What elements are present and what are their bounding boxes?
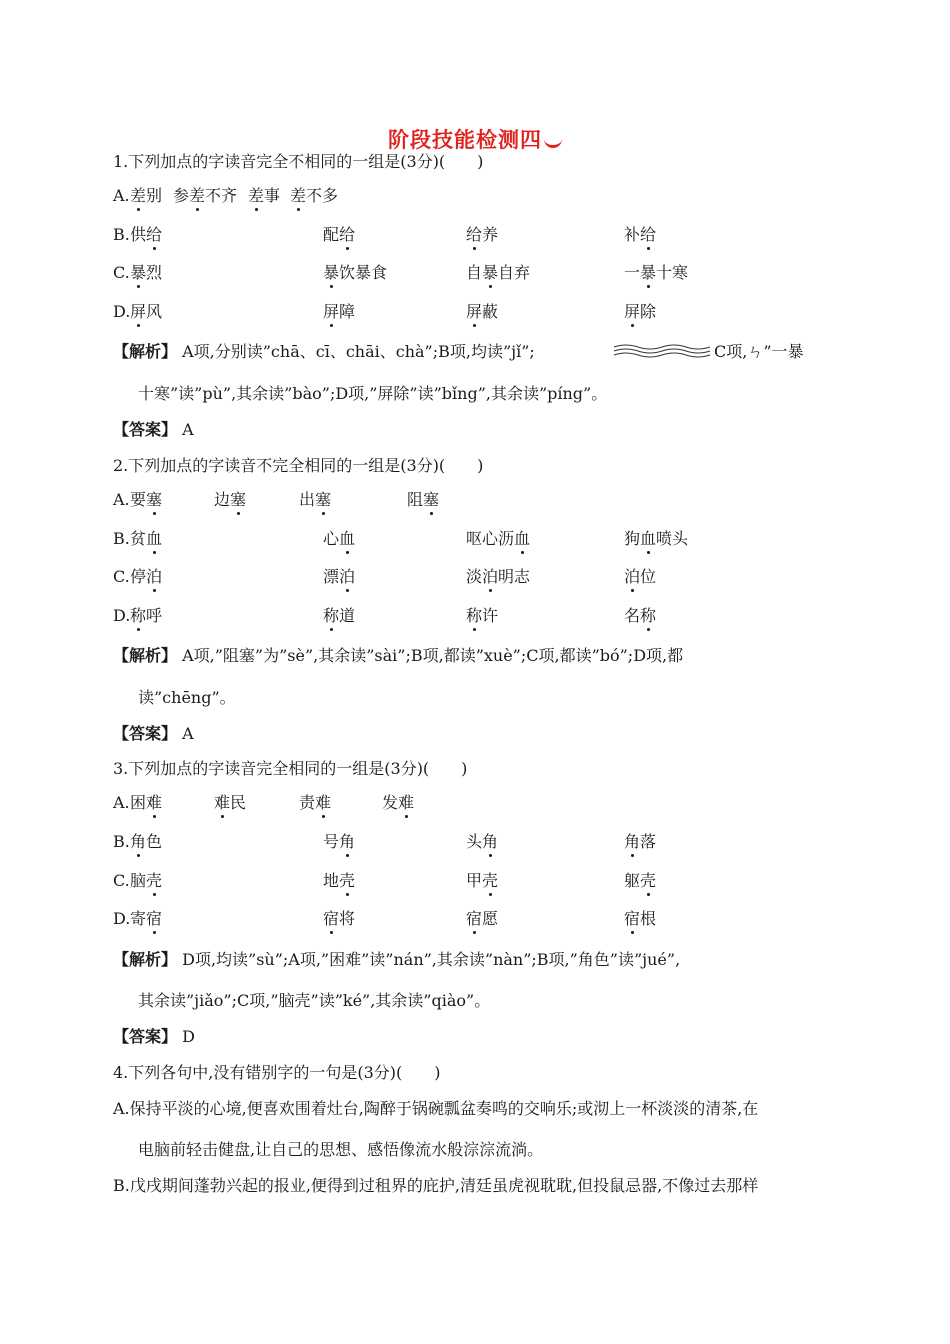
option-word bbox=[290, 186, 338, 206]
dotted-character: 差 bbox=[290, 186, 307, 205]
option-word bbox=[407, 490, 439, 510]
word-suffix: 愿 bbox=[482, 909, 499, 928]
option-word bbox=[624, 567, 656, 587]
question-1-answer bbox=[113, 420, 194, 440]
option-word bbox=[624, 263, 688, 283]
answer-label: 【答案】 bbox=[113, 1027, 178, 1046]
dotted-character: 角 bbox=[339, 832, 356, 851]
dotted-character: 塞 bbox=[315, 490, 332, 509]
dotted-character: 暴 bbox=[640, 263, 657, 282]
option-word bbox=[323, 832, 355, 852]
dotted-character: 血 bbox=[640, 529, 657, 548]
analysis-label: 【解析】 bbox=[113, 342, 178, 361]
dotted-character: 塞 bbox=[230, 490, 247, 509]
word-prefix: 狗 bbox=[624, 529, 641, 548]
word-suffix: 许 bbox=[482, 606, 499, 625]
option-word bbox=[299, 490, 331, 510]
analysis-label: 【解析】 bbox=[113, 950, 178, 969]
question-3-stem: 3.下列加点的字读音完全相同的一组是(3分)( ) bbox=[113, 759, 468, 778]
option-word bbox=[130, 302, 162, 322]
option-word bbox=[624, 871, 656, 891]
option-word bbox=[130, 263, 162, 283]
word-suffix: 除 bbox=[640, 302, 657, 321]
option-letter: C. bbox=[113, 567, 130, 586]
wavy-underline-mark bbox=[612, 343, 712, 359]
word-prefix: 困 bbox=[130, 793, 147, 812]
word-suffix: 根 bbox=[640, 909, 657, 928]
option-word bbox=[130, 909, 162, 929]
option-word bbox=[214, 490, 246, 510]
analysis-text: D项,均读”sù”;A项,”困难”读”nán”,其余读”nàn”;B项,”角色”读”jué”, bbox=[182, 950, 681, 969]
word-suffix: 事 bbox=[264, 186, 281, 205]
word-prefix: 补 bbox=[624, 225, 641, 244]
answer-value: A bbox=[182, 724, 194, 743]
word-suffix: 自弃 bbox=[498, 263, 531, 282]
page-title bbox=[0, 124, 950, 154]
option-word bbox=[624, 606, 656, 626]
option-word bbox=[130, 832, 162, 852]
word-prefix: 漂 bbox=[323, 567, 340, 586]
question-3-answer bbox=[113, 1027, 195, 1047]
dotted-character: 难 bbox=[214, 793, 231, 812]
option-word bbox=[248, 186, 280, 206]
word-prefix: 阻 bbox=[407, 490, 424, 509]
option-word bbox=[130, 529, 162, 549]
word-suffix: 落 bbox=[640, 832, 657, 851]
answer-value: A bbox=[182, 420, 194, 439]
word-prefix: 配 bbox=[323, 225, 340, 244]
option-word bbox=[130, 606, 162, 626]
analysis-text: A项,分别读”chā、cī、chāi、chà”;B项,均读”jǐ”; bbox=[182, 342, 535, 361]
option-word bbox=[323, 606, 355, 626]
word-prefix: 发 bbox=[382, 793, 399, 812]
word-suffix: 烈 bbox=[146, 263, 163, 282]
word-suffix: 民 bbox=[230, 793, 247, 812]
dotted-character: 血 bbox=[339, 529, 356, 548]
option-word bbox=[466, 225, 498, 245]
option-word bbox=[466, 567, 530, 587]
word-prefix: 名 bbox=[624, 606, 641, 625]
option-letter: D. bbox=[113, 909, 131, 928]
word-prefix: 地 bbox=[323, 871, 340, 890]
word-prefix: 责 bbox=[299, 793, 316, 812]
option-word bbox=[130, 871, 162, 891]
option-letter: C. bbox=[113, 263, 130, 282]
dotted-character: 壳 bbox=[339, 871, 356, 890]
dotted-character: 称 bbox=[323, 606, 340, 625]
word-prefix: 停 bbox=[130, 567, 147, 586]
question-3-analysis bbox=[113, 950, 680, 970]
option-word bbox=[323, 225, 355, 245]
option-word bbox=[466, 302, 498, 322]
question-1-stem: 1.下列加点的字读音完全不相同的一组是(3分)( ) bbox=[113, 152, 484, 171]
option-word bbox=[466, 909, 498, 929]
word-prefix: 贫 bbox=[130, 529, 147, 548]
word-prefix: 自 bbox=[466, 263, 483, 282]
question-2-stem: 2.下列加点的字读音不完全相同的一组是(3分)( ) bbox=[113, 456, 484, 475]
dotted-character: 屏 bbox=[466, 302, 483, 321]
analysis-text-continued: C项,ㄣ”一暴 bbox=[714, 342, 804, 361]
analysis-label: 【解析】 bbox=[113, 646, 178, 665]
answer-label: 【答案】 bbox=[113, 420, 178, 439]
option-word bbox=[466, 263, 530, 283]
dotted-character: 宿 bbox=[323, 909, 340, 928]
option-word bbox=[624, 909, 656, 929]
word-prefix: 要 bbox=[130, 490, 147, 509]
option-word bbox=[323, 909, 355, 929]
title-decoration bbox=[544, 135, 562, 148]
option-letter: B. bbox=[113, 225, 130, 244]
dotted-character: 壳 bbox=[146, 871, 163, 890]
dotted-character: 给 bbox=[339, 225, 356, 244]
option-word bbox=[624, 302, 656, 322]
dotted-character: 血 bbox=[146, 529, 163, 548]
answer-label: 【答案】 bbox=[113, 724, 178, 743]
option-letter: B. bbox=[113, 832, 130, 851]
word-suffix: 色 bbox=[146, 832, 163, 851]
dotted-character: 塞 bbox=[146, 490, 163, 509]
option-word bbox=[466, 871, 498, 891]
question-4-option-a: A.保持平淡的心境,便喜欢围着灶台,陶醉于锅碗瓢盆奏鸣的交响乐;或沏上一杯淡淡的清茶,在 bbox=[113, 1099, 759, 1118]
dotted-character: 给 bbox=[640, 225, 657, 244]
analysis-text-line-2: 十寒”读”pù”,其余读”bào”;D项,”屏除”读”bǐng”,其余读”píng”。 bbox=[138, 384, 608, 403]
option-word bbox=[382, 793, 414, 813]
dotted-character: 难 bbox=[146, 793, 163, 812]
dotted-character: 给 bbox=[466, 225, 483, 244]
option-word bbox=[130, 567, 162, 587]
option-letter: C. bbox=[113, 871, 130, 890]
dotted-character: 暴 bbox=[130, 263, 147, 282]
question-1-analysis bbox=[113, 342, 535, 362]
word-suffix: 道 bbox=[339, 606, 356, 625]
dotted-character: 宿 bbox=[624, 909, 641, 928]
answer-value: D bbox=[182, 1027, 195, 1046]
dotted-character: 称 bbox=[466, 606, 483, 625]
dotted-character: 泊 bbox=[146, 567, 163, 586]
analysis-text-line-2: 读”chēng”。 bbox=[138, 688, 236, 707]
word-prefix: 一 bbox=[624, 263, 641, 282]
option-word bbox=[130, 186, 162, 206]
word-suffix: 明志 bbox=[498, 567, 531, 586]
dotted-character: 泊 bbox=[624, 567, 641, 586]
dotted-character: 壳 bbox=[482, 871, 499, 890]
question-2-answer bbox=[113, 724, 194, 744]
option-letter: D. bbox=[113, 606, 131, 625]
dotted-character: 暴 bbox=[323, 263, 340, 282]
word-prefix: 边 bbox=[214, 490, 231, 509]
word-suffix: 养 bbox=[482, 225, 499, 244]
word-prefix: 呕心沥 bbox=[466, 529, 515, 548]
option-word bbox=[466, 606, 498, 626]
dotted-character: 角 bbox=[130, 832, 147, 851]
dotted-character: 难 bbox=[315, 793, 332, 812]
dotted-character: 角 bbox=[482, 832, 499, 851]
word-suffix: 蔽 bbox=[482, 302, 499, 321]
word-suffix: 风 bbox=[146, 302, 163, 321]
dotted-character: 角 bbox=[624, 832, 641, 851]
word-suffix: 呼 bbox=[146, 606, 163, 625]
option-word bbox=[323, 567, 355, 587]
option-word bbox=[299, 793, 331, 813]
dotted-character: 难 bbox=[398, 793, 415, 812]
word-prefix: 躯 bbox=[624, 871, 641, 890]
word-prefix: 脑 bbox=[130, 871, 147, 890]
option-letter: A. bbox=[113, 490, 130, 509]
option-word bbox=[173, 186, 237, 206]
option-word bbox=[323, 302, 355, 322]
dotted-character: 差 bbox=[130, 186, 147, 205]
dotted-character: 血 bbox=[514, 529, 531, 548]
word-suffix: 喷头 bbox=[656, 529, 689, 548]
dotted-character: 称 bbox=[130, 606, 147, 625]
word-suffix: 不多 bbox=[306, 186, 339, 205]
option-word bbox=[624, 225, 656, 245]
option-word bbox=[130, 490, 162, 510]
dotted-character: 差 bbox=[189, 186, 206, 205]
question-4-option-a-continued: 电脑前轻击健盘,让自己的思想、感悟像流水般淙淙流淌。 bbox=[138, 1140, 544, 1159]
word-prefix: 淡 bbox=[466, 567, 483, 586]
dotted-character: 差 bbox=[248, 186, 265, 205]
dotted-character: 屏 bbox=[624, 302, 641, 321]
option-word bbox=[466, 529, 530, 549]
word-prefix: 心 bbox=[323, 529, 340, 548]
word-suffix: 十寒 bbox=[656, 263, 689, 282]
option-letter: D. bbox=[113, 302, 131, 321]
option-letter: A. bbox=[113, 793, 130, 812]
word-prefix: 供 bbox=[130, 225, 147, 244]
option-word bbox=[214, 793, 246, 813]
word-suffix: 位 bbox=[640, 567, 657, 586]
dotted-character: 屏 bbox=[130, 302, 147, 321]
option-word bbox=[323, 263, 387, 283]
analysis-text: A项,”阻塞”为”sè”,其余读”sài”;B项,都读”xuè”;C项,都读”bó”;D项,都 bbox=[182, 646, 684, 665]
option-word bbox=[130, 225, 162, 245]
option-word bbox=[323, 871, 355, 891]
analysis-text-line-2: 其余读”jiǎo”;C项,”脑壳”读”ké”,其余读”qiào”。 bbox=[138, 991, 491, 1010]
option-word bbox=[624, 529, 688, 549]
dotted-character: 泊 bbox=[482, 567, 499, 586]
option-word bbox=[466, 832, 498, 852]
dotted-character: 宿 bbox=[146, 909, 163, 928]
dotted-character: 暴 bbox=[482, 263, 499, 282]
question-2-analysis bbox=[113, 646, 683, 666]
dotted-character: 称 bbox=[640, 606, 657, 625]
dotted-character: 屏 bbox=[323, 302, 340, 321]
question-4-stem: 4.下列各句中,没有错别字的一句是(3分)( ) bbox=[113, 1063, 441, 1082]
dotted-character: 泊 bbox=[339, 567, 356, 586]
word-prefix: 号 bbox=[323, 832, 340, 851]
word-prefix: 寄 bbox=[130, 909, 147, 928]
word-prefix: 甲 bbox=[466, 871, 483, 890]
question-4-option-b: B.戊戌期间蓬勃兴起的报业,便得到过租界的庇护,清廷虽虎视耽耽,但投鼠忌器,不像过去那样 bbox=[113, 1176, 759, 1195]
dotted-character: 给 bbox=[146, 225, 163, 244]
word-suffix: 将 bbox=[339, 909, 356, 928]
option-word bbox=[323, 529, 355, 549]
word-suffix: 障 bbox=[339, 302, 356, 321]
word-suffix: 饮暴食 bbox=[339, 263, 388, 282]
option-word bbox=[624, 832, 656, 852]
dotted-character: 壳 bbox=[640, 871, 657, 890]
word-prefix: 头 bbox=[466, 832, 483, 851]
word-prefix: 出 bbox=[299, 490, 316, 509]
word-suffix: 不齐 bbox=[205, 186, 238, 205]
dotted-character: 宿 bbox=[466, 909, 483, 928]
option-letter: A. bbox=[113, 186, 130, 205]
option-letter: B. bbox=[113, 529, 130, 548]
word-suffix: 别 bbox=[146, 186, 163, 205]
title-text: 阶段技能检测四 bbox=[388, 128, 542, 152]
word-prefix: 参 bbox=[173, 186, 190, 205]
option-word bbox=[130, 793, 162, 813]
dotted-character: 塞 bbox=[423, 490, 440, 509]
